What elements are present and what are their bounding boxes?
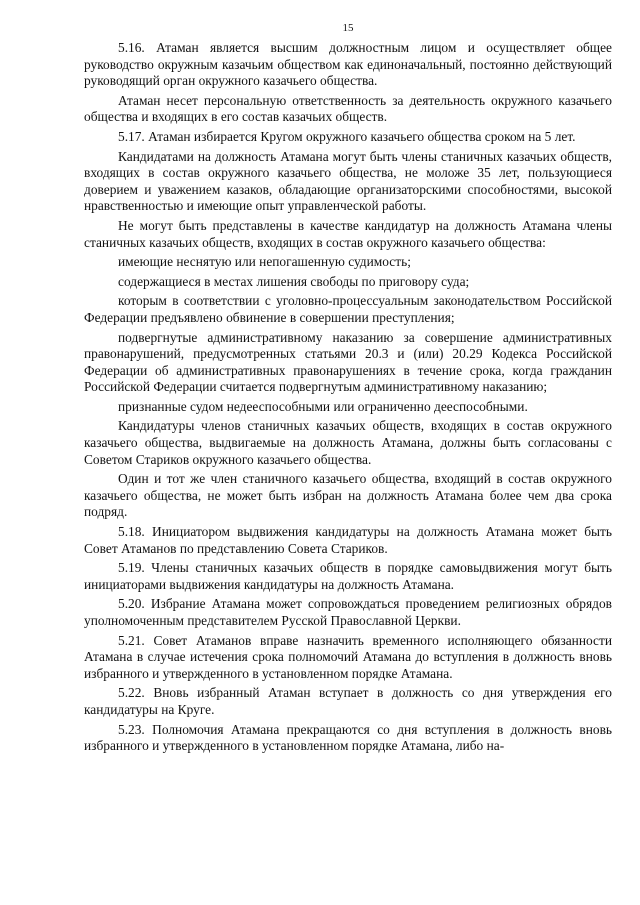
paragraph: 5.20. Избрание Атамана может сопровождаться проведением религиозных обрядов уполномоченным представителем Русской Православной Церкви. <box>84 596 612 628</box>
list-item: признанные судом недееспособными или ограниченно дееспособными. <box>118 398 528 414</box>
page-number: 15 <box>342 22 354 34</box>
list-item: содержащиеся в местах лишения свободы по приговору суда; <box>118 273 470 289</box>
list-item: имеющие неснятую или непогашенную судимость; <box>118 254 411 270</box>
paragraph: Кандидатами на должность Атамана могут быть члены станичных казачьих обществ, входящих в состав окружного казачьего общества, не моложе 35 лет, пользующиеся доверием и уважением казаков, обладающие организаторскими способностями, высокой нравственностью и имеющие опыт управленческой работы. <box>84 148 612 214</box>
paragraph: 5.21. Совет Атаманов вправе назначить временного исполняющего обязанности Атамана в случае истечения срока полномочий Атамана до вступления в должность вновь избранного и утвержденного в установленном порядке Атамана. <box>84 632 612 681</box>
paragraph: Один и тот же член станичного казачьего общества, входящий в состав окружного казачьего общества, не может быть избран на должность Атамана более чем два срока подряд. <box>84 471 612 520</box>
paragraph: 5.19. Члены станичных казачьих обществ в порядке самовыдвижения могут быть инициаторами выдвижения кандидатуры на должность Атамана. <box>84 560 612 592</box>
document-body <box>84 40 612 755</box>
paragraph: Не могут быть представлены в качестве кандидатур на должность Атамана члены станичных казачьих обществ, входящих в состав окружного казачьего общества: <box>84 217 612 250</box>
paragraph: 5.22. Вновь избранный Атаман вступает в должность со дня утверждения его кандидатуры на Круге. <box>84 685 612 717</box>
list-item: которым в соответствии с уголовно-процессуальным законодательством Российской Федерации предъявлено обвинение в совершении преступления; <box>84 293 612 325</box>
paragraph: Атаман несет персональную ответственность за деятельность окружного казачьего общества и входящих в его состав казачьих обществ. <box>84 92 612 125</box>
paragraph: Кандидатуры членов станичных казачьих обществ, входящих в состав окружного казачьего общества, выдвигаемые на должность Атамана, должны быть согласованы с Советом Стариков окружного казачьего общества. <box>84 418 612 467</box>
paragraph: 5.23. Полномочия Атамана прекращаются со дня вступления в должность вновь избранного и утвержденного в установленном порядке Атамана, либо на- <box>84 721 612 754</box>
paragraph: 5.18. Инициатором выдвижения кандидатуры на должность Атамана может быть Совет Атаманов по представлению Совета Стариков. <box>84 524 612 556</box>
paragraph: 5.17. Атаман избирается Кругом окружного казачьего общества сроком на 5 лет. <box>118 128 576 144</box>
list-item: подвергнутые административному наказанию за совершение административных правонарушений, предусмотренных статьями 20.3 и (или) 20.29 Кодекса Российской Федерации об административных правонарушениях в течение срока, когда гражданин Российской Федерации считается подвергнутым административному наказанию; <box>84 329 612 395</box>
paragraph: 5.16. Атаман является высшим должностным лицом и осуществляет общее руководство окружным казачьим обществом как единоначальный, постоянно действующий руководящий орган окружного казачьего общества. <box>84 40 612 89</box>
